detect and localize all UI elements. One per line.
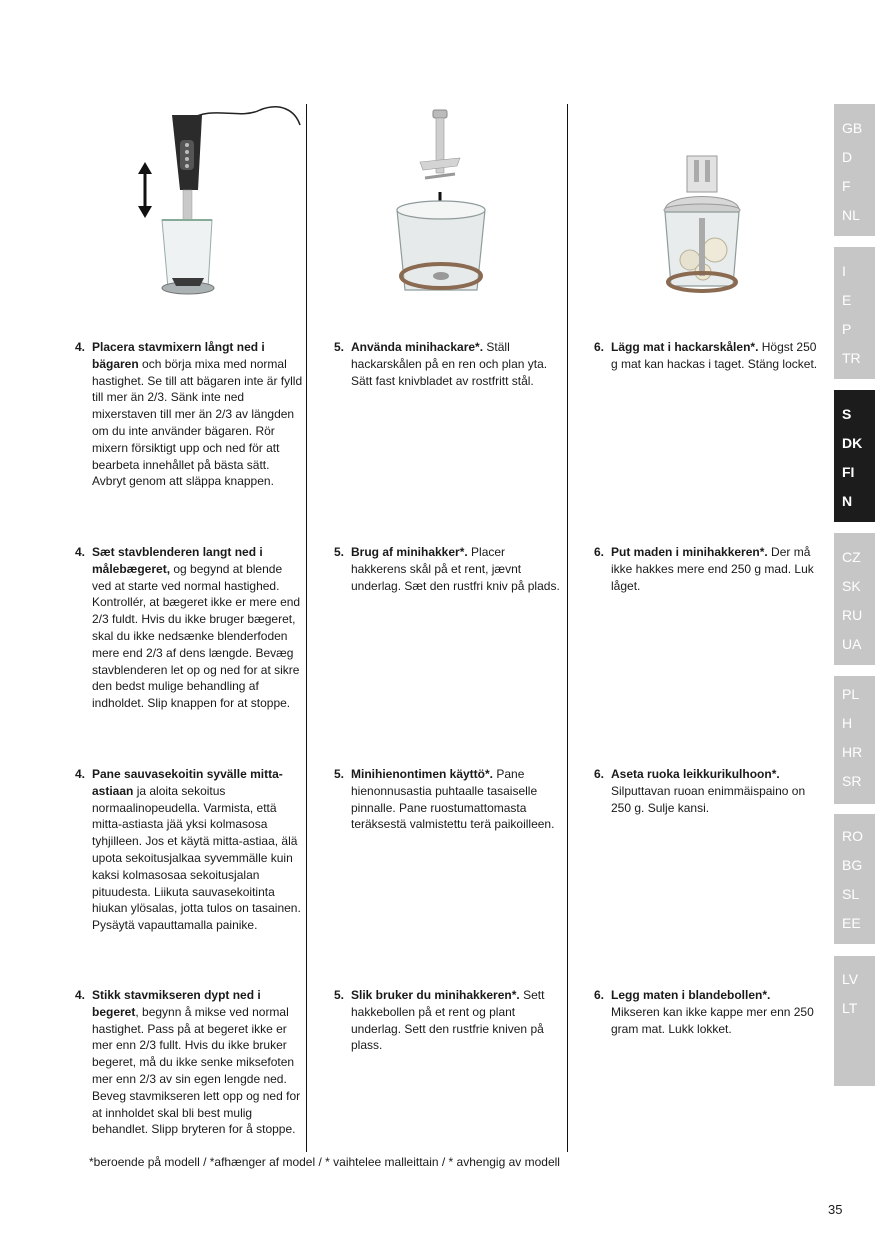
language-tab-group[interactable]: [834, 104, 875, 236]
language-code: S: [842, 406, 852, 422]
step-4-swedish: [75, 339, 303, 490]
step-text: og begynd at blende ved at starte ved normal hastighed. Kontrollér, at bægeret ikke er mere end 2/3 fuldt. Hvis du ikke bruger bægeret, skal du ikke nedsænke blenderfoden mere end 2/3 af dens længde. Bevæg stavblenderen let op og ned for at sikre den bedst mulige behandling af indholdet. Slip knappen for at stoppe.: [92, 561, 301, 711]
step-text: Pane hienonnusastia puhtaalle tasaiselle pinnalle. Pane ruostumattomasta teräksestä valmistettu terä paikoilleen.: [351, 767, 555, 832]
language-code: UA: [842, 636, 862, 652]
step-number: 4.: [75, 545, 86, 559]
language-code: LT: [842, 1000, 858, 1016]
language-code: F: [842, 178, 851, 194]
step-number: 6.: [594, 340, 605, 354]
step-6-finnish: [594, 766, 822, 816]
language-tab-group-active[interactable]: [834, 390, 875, 522]
language-tab-group[interactable]: [834, 814, 875, 944]
model-footnote: *beroende på modell / *afhænger af model / * vaihtelee malleittain / * avhengig av modell: [89, 1155, 560, 1169]
language-tab-group[interactable]: [834, 247, 875, 379]
step-5-danish: [334, 544, 562, 594]
language-code: SK: [842, 578, 861, 594]
language-tab-group[interactable]: [834, 956, 875, 1086]
language-code: SL: [842, 886, 860, 902]
language-code: HR: [842, 744, 863, 760]
step-text: Der må ikke hakkes mere end 250 g mad. Luk låget.: [611, 545, 814, 593]
step-text: ja aloita sekoitus normaalinopeudella. Varmista, että mitta-astiasta jää yksi kolmasosa tyhjilleen. Jos et käytä mitta-astiaa, älä upota sekoitusjalkaa syvemmälle kuin kaksi kolmasosaa sekoitusjalan pituudesta. Liikuta sauvasekoitinta hiukan ylösalas, jotta tulos on tasainen. Pysäytä vapauttamalla painike.: [92, 783, 301, 933]
step-text: Högst 250 g mat kan hackas i taget. Stäng locket.: [611, 340, 818, 371]
language-code: NL: [842, 207, 860, 223]
step-4-finnish: [75, 766, 303, 934]
language-code: FI: [842, 464, 855, 480]
step-number: 6.: [594, 988, 605, 1002]
step-5-norwegian: [334, 987, 562, 1054]
step-5-swedish: [334, 339, 562, 389]
language-code: H: [842, 715, 853, 731]
step-heading: Put maden i minihakkeren*.: [611, 545, 768, 559]
language-code: EE: [842, 915, 861, 931]
step-text: Mikseren kan ikke kappe mer enn 250 gram mat. Lukk lokket.: [611, 1004, 814, 1036]
language-code: DK: [842, 435, 863, 451]
step-heading: Använda minihackare*.: [351, 340, 484, 354]
language-tab-group[interactable]: [834, 676, 875, 804]
food-in-chopper-bowl-illustration: [605, 100, 795, 300]
language-code: I: [842, 263, 846, 279]
step-number: 4.: [75, 988, 86, 1002]
step-text: och börja mixa med normal hastighet. Se till att bägaren inte är fylld till mer än 2/3. Sänk inte ned mixerstaven till mer än 2/3 av längden om du inte använder bägaren. Rör mixern försiktigt upp och ned för att bearbeta innehållet på bästa sätt. Avbryt genom att släppa knappen.: [92, 356, 303, 489]
language-tab-group[interactable]: [834, 533, 875, 665]
language-code: RU: [842, 607, 863, 623]
step-text: Sett hakkebollen på et rent og plant underlag. Sett den rustfrie kniven på plass.: [351, 988, 545, 1053]
step-text: , begynn å mikse ved normal hastighet. Pass på at begeret ikke er mer enn 2/3 fullt. Hvis du ikke bruker begeret, må du ikke senke miksefoten mer enn 2/3 av sin egen lengde ned. Beveg stavmikseren lett opp og ned for at innholdet skal bli best mulig behandlet. Slipp bryteren for å stoppe.: [92, 1004, 301, 1137]
step-6-swedish: [594, 339, 822, 373]
language-code: RO: [842, 828, 863, 844]
step-number: 4.: [75, 340, 86, 354]
language-code: N: [842, 493, 853, 509]
step-text: Silputtavan ruoan enimmäispaino on 250 g. Sulje kansi.: [611, 783, 806, 815]
step-heading: Aseta ruoka leikkurikulhoon*.: [611, 767, 780, 781]
step-heading: Stikk stavmikseren dypt ned i begeret: [92, 988, 261, 1019]
step-number: 5.: [334, 988, 345, 1002]
step-number: 6.: [594, 767, 605, 781]
step-heading: Legg maten i blandebollen*.: [611, 988, 771, 1002]
step-number: 5.: [334, 767, 345, 781]
language-code: GB: [842, 120, 863, 136]
page-number: 35: [828, 1202, 843, 1217]
step-number: 6.: [594, 545, 605, 559]
step-heading: Slik bruker du minihakkeren*.: [351, 988, 520, 1002]
step-text: Ställ hackarskålen på en ren och plan yta. Sätt fast knivbladet av rostfritt stål.: [351, 340, 548, 388]
step-number: 4.: [75, 767, 86, 781]
language-code: E: [842, 292, 852, 308]
step-heading: Minihienontimen käyttö*.: [351, 767, 494, 781]
step-heading: Placera stavmixern långt ned i bägaren: [92, 340, 265, 371]
step-heading: Pane sauvasekoitin syvälle mitta-astiaan: [92, 767, 283, 798]
step-4-danish: [75, 544, 303, 712]
blender-in-beaker-illustration: [120, 100, 310, 300]
step-6-norwegian: [594, 987, 822, 1037]
step-text: Placer hakkerens skål på et rent, jævnt underlag. Sæt den rustfri kniv på plads.: [351, 545, 560, 593]
language-code: CZ: [842, 549, 861, 565]
language-code: TR: [842, 350, 861, 366]
language-code: BG: [842, 857, 863, 873]
blade-into-chopper-bowl-illustration: [345, 100, 535, 300]
step-number: 5.: [334, 340, 345, 354]
step-heading: Brug af minihakker*.: [351, 545, 468, 559]
step-heading: Lägg mat i hackarskålen*.: [611, 340, 759, 354]
language-code: D: [842, 149, 853, 165]
language-code: LV: [842, 971, 859, 987]
step-number: 5.: [334, 545, 345, 559]
column-divider-2: [567, 104, 568, 1152]
step-5-finnish: [334, 766, 562, 833]
language-code: PL: [842, 686, 860, 702]
language-code: SR: [842, 773, 862, 789]
language-code: P: [842, 321, 852, 337]
step-6-danish: [594, 544, 822, 594]
step-heading: Sæt stavblenderen langt ned i målebægeret,: [92, 545, 263, 576]
step-4-norwegian: [75, 987, 303, 1138]
